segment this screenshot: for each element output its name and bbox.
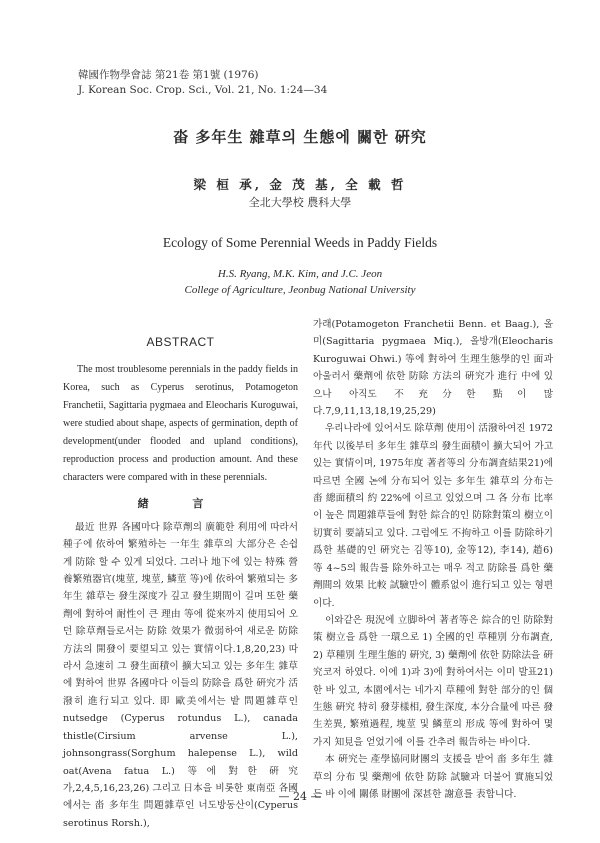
right-column	[313, 316, 553, 803]
right-paragraph-2: 우리나라에 있어서도 除草劑 使用이 活潑하여진 1972年代 以後부터 多年生 雜草의 發生面積이 擴大되어 가고 있는 實情이며, 1975年度 著者等의 分布調査結果21)에 따르면 全國 논에 分布되어 있는 多年生 雜草의 分布는 畓 總面積의 約 22%에 이르고 있었으며 그 各 分布 比率이 높은 問題雜草들에 對한 綜合的인 防除對策의 樹立이 切實히 要請되고 있다. 그럼에도 不拘하고 이를 防除하기 爲한 基礎的인 硏究는 김等10), 金等12), 李14), 趙6) 等 4~5의 報告를 除外하고는 매우 적고 防除를 爲한 藥劑間의 效果 比較 試驗만이 體系없이 進行되고 있는 형편이다.	[313, 423, 553, 609]
left-column	[63, 322, 298, 832]
authors-english: H.S. Ryang, M.K. Kim, and J.C. Jeon	[217, 268, 383, 280]
authors-korean: 梁 桓 承, 金 茂 基, 全 載 哲	[193, 177, 407, 192]
intro-heading: 緖 言	[137, 497, 224, 511]
journal-line-korean: 韓國作物學會誌 第21卷 第1號 (1976)	[78, 69, 259, 81]
title-english: Ecology of Some Perennial Weeds in Paddy Fields	[162, 235, 438, 250]
right-paragraph-4: 本 硏究는 產學協同財團의 支援을 받어 畓 多年生 雜草의 分布 및 藥劑에 依한 防除 試驗과 더불어 實施되었든 바 이에 關係 財團에 深甚한 謝意를 表합니다.	[313, 754, 553, 800]
abstract-body: The most troublesome perennials in the paddy fields in Korea, such as Cyperus serotinus, Potamogeton Franchetii, Sagittaria pygmaea and Eleocharis Kuroguwai, were studied about shape, aspects of germination, depth of development(under flooded and upland conditions), reproduction process and production amount. And these characters were compared with in these perennials.	[63, 364, 298, 484]
intro-paragraph-1: 最近 世界 各國마다 除草劑의 廣範한 利用에 따라서 種子에 依하여 繁殖하는 一年生 雜草의 大部分은 손쉽게 防除 할 수 있게 되었다. 그러나 地下에 있는 特殊 營養繁殖器官(塊莖, 塊莖, 鱗莖 等)에 依하여 繁殖되는 多年生 雜草는 發生深度가 깊고 發生期間이 길며 또한 藥劑에 對하여 耐性이 큰 理由 等에 從來까지 使用되어 오던 除草劑들로서는 防除 效果가 微弱하여 새로운 防除 方法의 開發이 要望되고 있는 實情이다.1,8,20,23) 따라서 急速히 그 發生面積이 擴大되고 있는 多年生 雜草에 對하여 世界 各國마다 이들의 防除을 爲한 硏究가 活潑히 進行되고 있다. 即 歐美에서는 밭 問題雜草인 nutsedge (Cyperus rotundus L.), canada thistle(Cirsium arvense L.), johnsongrass(Sorghum halepense L.), wild oat(Avena fatua L.) 等에 對한 硏究가,2,4,5,16,23,26) 그리고 日本을 비롯한 東南亞 各國에서는 畓 多年生 問題雜草인 너도방동산이(Cyperus serotinus Rorsh.),	[63, 521, 298, 829]
affiliation-korean: 全北大學校 農科大學	[248, 196, 352, 209]
abstract-heading: ABSTRACT	[146, 335, 215, 349]
journal-line-english: J. Korean Soc. Crop. Sci., Vol. 21, No. 1:24—34	[78, 84, 328, 96]
affiliation-english: College of Agriculture, Jeonbug National University	[184, 284, 416, 296]
right-paragraph-3: 이와같은 現況에 立脚하여 著者等은 綜合的인 防除對策 樹立을 爲한 一環으로 1) 全國的인 草種別 分布調査, 2) 草種別 生理生態的 硏究, 3) 藥劑에 依한 防除法을 硏究코저 하였다. 이에 1)과 3)에 對하여서는 이미 발표21)한 바 있고, 本園에서는 네가지 草種에 對한 部分的인 個生態 硏究 特히 發芽樣相, 發生深度, 本分合量에 따른 發生差異, 繁殖過程, 塊莖 및 鱗莖의 形成 等에 對하여 몇 가지 知見을 얻었기에 이를 간추려 報告하는 바이다.	[313, 614, 553, 748]
title-korean: 畓 多年生 雜草의 生態에 關한 硏究	[173, 128, 427, 146]
journal-header	[78, 68, 327, 98]
page-number: — 24 —	[278, 790, 322, 803]
right-paragraph-1: 가래(Potamogeton Franchetii Benn. et Baag.), 올미(Sagittaria pygmaea Miq.), 올방개(Eleocharis Kuroguwai Ohwi.) 等에 對하여 生理生態學的인 面과 아울러서 藥劑에 依한 防除 方法의 硏究가 進行 中에 있으나 아직도 不充分한 點이 많다.7,9,11,13,18,19,25,29)	[313, 319, 553, 418]
